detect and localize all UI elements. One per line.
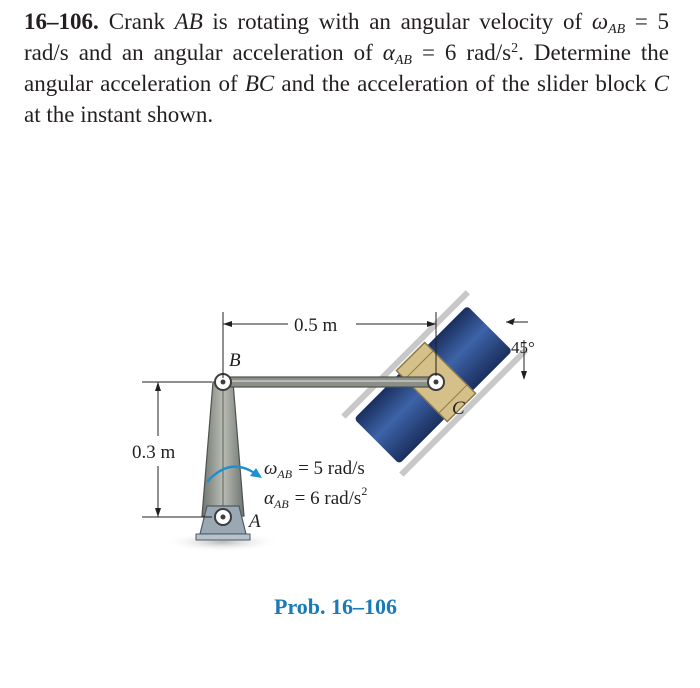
- text-segment: Crank: [108, 9, 165, 34]
- label-length: 0.5 m: [294, 315, 338, 336]
- alpha-label: [264, 484, 367, 511]
- omega-subscript: AB: [608, 22, 626, 37]
- omega-value: = 5 rad/s: [298, 458, 365, 479]
- text-segment: at the instant shown.: [24, 102, 214, 127]
- omega-subscript: AB: [277, 467, 293, 481]
- problem-number: 16–106.: [24, 9, 99, 34]
- link-bc: [221, 377, 437, 387]
- label-b: B: [229, 350, 241, 371]
- text-segment: = 5 rad/s and an angular acceleration of: [24, 9, 669, 65]
- alpha-exponent: 2: [361, 484, 368, 498]
- text-segment: is rotating with an angular velocity of: [212, 9, 583, 34]
- text-segment: and the acceleration of the slider block: [281, 71, 647, 96]
- label-a: A: [249, 511, 261, 532]
- alpha-value: = 6 rad/s: [294, 488, 362, 509]
- slider-label: C: [653, 71, 669, 96]
- omega-symbol: ω: [591, 9, 609, 34]
- label-c: C: [452, 398, 465, 419]
- alpha-symbol: α: [264, 488, 274, 509]
- label-angle: 45°: [511, 338, 535, 357]
- alpha-symbol: α: [382, 40, 395, 65]
- omega-label: [264, 458, 365, 481]
- alpha-subscript: AB: [273, 497, 289, 511]
- label-height: 0.3 m: [132, 442, 176, 463]
- alpha-subscript: AB: [394, 53, 412, 68]
- figure-caption: Prob. 16–106: [274, 594, 398, 619]
- link-label: BC: [244, 71, 275, 96]
- crank-label: AB: [174, 9, 203, 34]
- omega-symbol: ω: [264, 458, 278, 479]
- text-segment: . Determine the angular acceleration of: [24, 40, 670, 96]
- text-segment: = 6 rad/s: [421, 40, 512, 65]
- exponent: 2: [511, 41, 519, 56]
